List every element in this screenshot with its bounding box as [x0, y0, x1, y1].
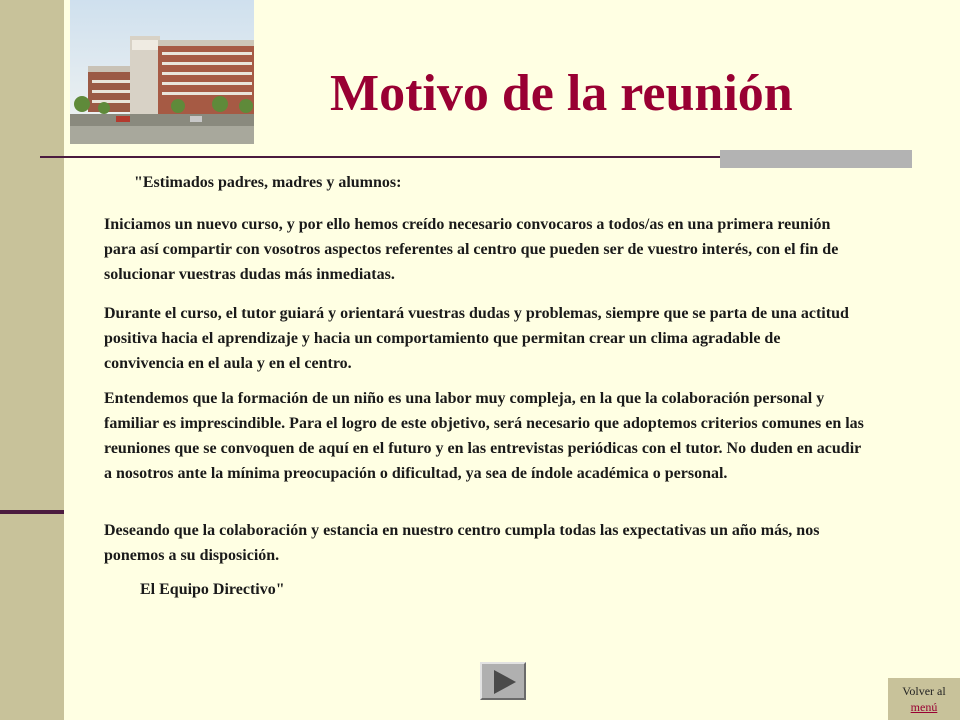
menu-link[interactable]: menú	[910, 700, 938, 714]
back-to-menu	[888, 678, 960, 720]
letter-paragraph: Entendemos que la formación de un niño es una labor muy compleja, en la que la colaboración personal y familiar es imprescindible. Para el logro de este objetivo, será necesario que adoptemos criterios comunes en las reuniones que se convoquen de aquí en el futuro y en las entrevistas periódicas con el tutor. No duden en acudir a nosotros ante la mínima preocupación o dificultad, ya sea de índole académica o personal.	[104, 390, 864, 482]
letter-signature: El Equipo Directivo"	[140, 581, 285, 598]
page-title: Motivo de la reunión	[330, 65, 793, 122]
school-building-photo	[70, 0, 254, 144]
play-arrow-icon	[494, 670, 516, 694]
back-menu-label: Volver al	[902, 684, 946, 698]
divider-accent	[720, 150, 912, 168]
letter-paragraph: Durante el curso, el tutor guiará y orientará vuestras dudas y problemas, siempre que se parta de una actitud positiva hacia el aprendizaje y hacia un comportamiento que permitan crear un clima agradable de convivencia en el aula y en el centro.	[104, 305, 849, 372]
next-slide-button[interactable]	[480, 662, 526, 700]
letter-paragraph: Deseando que la colaboración y estancia en nuestro centro cumpla todas las expectativas un año más, nos ponemos a su disposición.	[104, 522, 820, 564]
side-divider	[0, 510, 64, 514]
side-band	[0, 0, 64, 720]
letter-paragraph: Iniciamos un nuevo curso, y por ello hemos creído necesario convocaros a todos/as en una primera reunión para así compartir con vosotros aspectos referentes al centro que pueden ser de vuestro interés, con el fin de solucionar vuestras dudas más inmediatas.	[104, 216, 839, 283]
letter-greeting: "Estimados padres, madres y alumnos:	[134, 174, 402, 191]
